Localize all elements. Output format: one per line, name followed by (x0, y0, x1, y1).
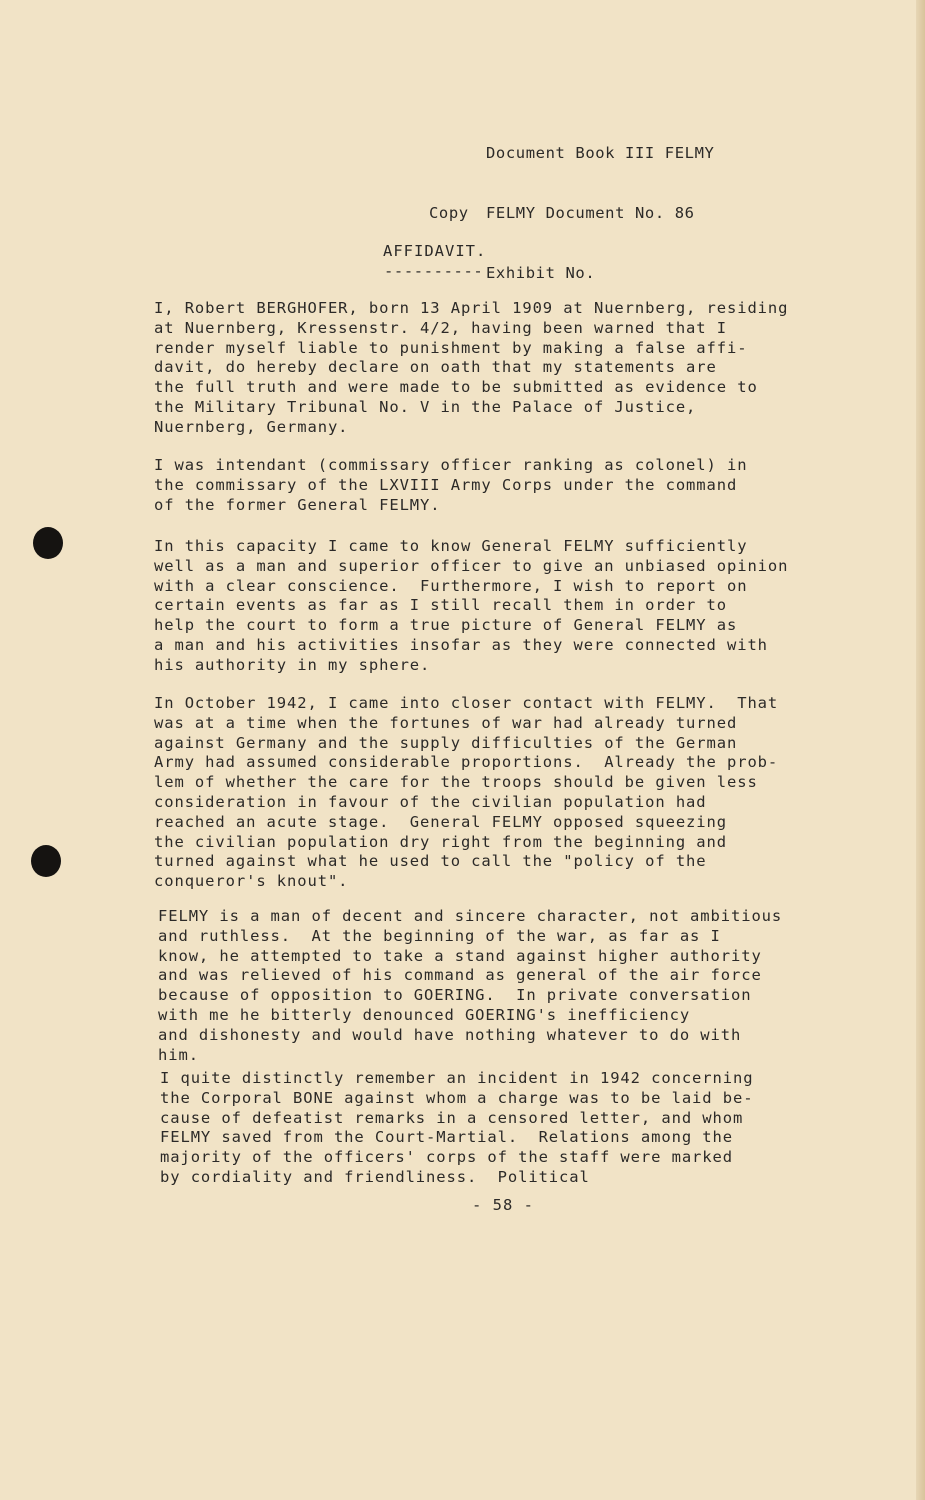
document-reference (486, 103, 714, 303)
paragraph-character: FELMY is a man of decent and sincere character, not ambitious and ruthless. At the beginning of the war, as far as I know, he attempted to take a stand against higher authority and was relieved of his command as general of the air force because of opposition to GOERING. In private conversation with me he bitterly denounced GOERING's inefficiency and dishonesty and would have nothing whatever to do with him. (158, 907, 783, 1064)
copy-label: Copy (429, 204, 469, 222)
document-number-line: FELMY Document No. 86 (486, 204, 695, 222)
paragraph-declaration: I, Robert BERGHOFER, born 13 April 1909 at Nuernberg, residing at Nuernberg, Kressenstr. 4/2, having been warned that I render myself liable to punishment by making a false affi- davit, do hereby declare on oath that my statements are the full truth and were made to be submitted as evidence to the Military Tribunal No. V in the Palace of Justice, Nuernberg, Germany. (154, 299, 789, 436)
punch-hole (31, 845, 61, 877)
paragraph-incident: I quite distinctly remember an incident in 1942 concerning the Corporal BONE against whom a charge was to be laid be- cause of defeatist remarks in a censored letter, and whom FELMY saved from the Court-Martial. Relations among the majority of the officers' corps of the staff were marked by cordiality and friendliness. Political (160, 1069, 754, 1186)
paragraph-october-1942: In October 1942, I came into closer contact with FELMY. That was at a time when the fortunes of war had already turned against Germany and the supply difficulties of the German Army had assumed considerable proportions. Already the prob- lem of whether the care for the troops should be given less consideration in favour of the civilian population had reached an acute stage. General FELMY opposed squeezing the civilian population dry right from the beginning and turned against what he used to call the "policy of the conqueror's knout". (154, 694, 779, 891)
paragraph-position: I was intendant (commissary officer ranking as colonel) in the commissary of the LXVIII Army Corps under the command of the former General FELMY. (154, 456, 748, 514)
punch-hole (33, 527, 63, 559)
paragraph-capacity: In this capacity I came to know General FELMY sufficiently well as a man and superior officer to give an unbiased opinion with a clear conscience. Furthermore, I wish to report on certain events as far as I still recall them in order to help the court to form a true picture of General FELMY as a man and his activities insofar as they were connected with his authority in my sphere. (154, 537, 789, 674)
document-book-line: Document Book III FELMY (486, 144, 715, 162)
page-edge (916, 0, 925, 1500)
page-number: - 58 - (472, 1196, 534, 1214)
page-title: AFFIDAVIT. (383, 242, 487, 260)
title-underline: ---------- (384, 262, 484, 280)
exhibit-number-line: Exhibit No. (486, 264, 596, 282)
